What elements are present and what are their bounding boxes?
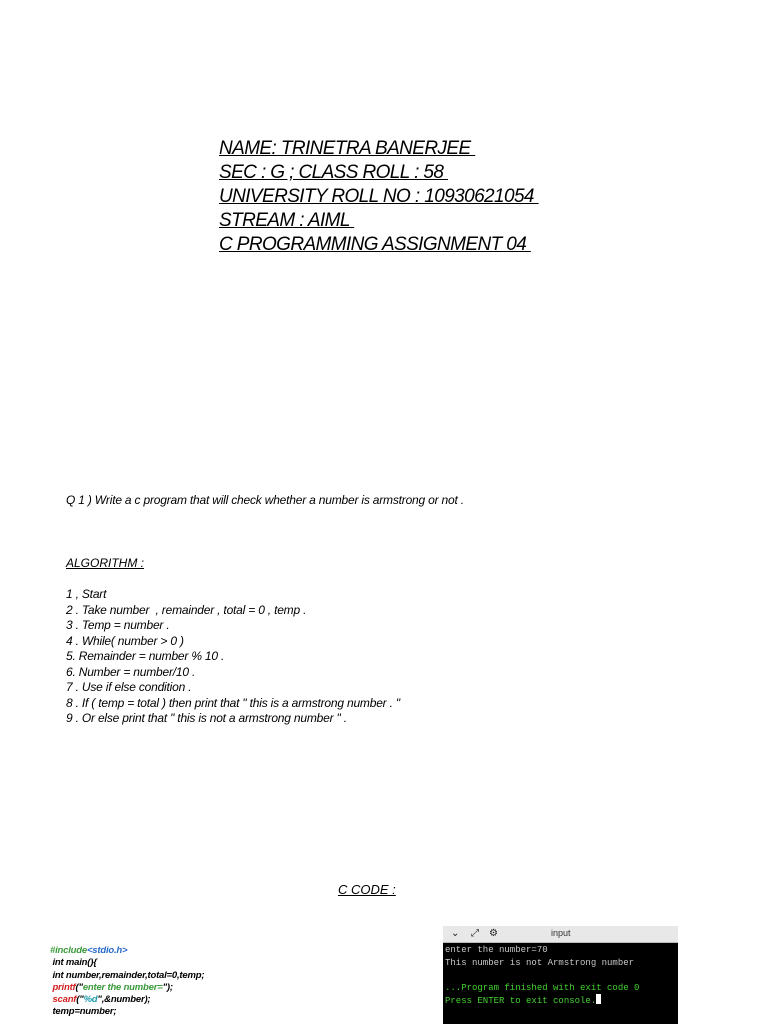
c-code-title: C CODE : bbox=[338, 882, 396, 897]
input-tab[interactable]: input bbox=[551, 928, 571, 938]
algorithm-step: 2 . Take number , remainder , total = 0 , temp . bbox=[66, 602, 307, 617]
algorithm-step: 5. Remainder = number % 10 . bbox=[66, 649, 225, 663]
console-line-with-cursor bbox=[445, 994, 678, 1008]
code-line-decl bbox=[50, 970, 204, 982]
resize-icon[interactable]: ⤢ bbox=[471, 928, 479, 939]
code-line-include bbox=[50, 945, 204, 957]
include-header: <stdio.h> bbox=[86, 945, 128, 956]
console-line: enter the number=70 bbox=[445, 945, 548, 955]
decl-text: int number,remainder,total=0,temp; bbox=[52, 969, 205, 981]
cursor-block bbox=[596, 994, 601, 1004]
printf-string: enter the number= bbox=[82, 981, 163, 993]
console-line bbox=[445, 969, 678, 982]
algorithm-title: ALGORITHM : bbox=[66, 556, 145, 570]
algorithm-step: 9 . Or else print that " this is not a armstrong number " . bbox=[66, 711, 347, 725]
algorithm-step: 8 . If ( temp = total ) then print that " this is a armstrong number . " bbox=[66, 695, 400, 710]
console-line: This number is not Armstrong number bbox=[445, 957, 635, 968]
assignment-title-line: C PROGRAMMING ASSIGNMENT 04 bbox=[219, 234, 531, 255]
scanf-rest: ",&number); bbox=[97, 994, 151, 1006]
printf-keyword: printf bbox=[52, 981, 76, 993]
console-body bbox=[443, 943, 678, 1008]
chevron-down-icon[interactable]: ⌄ bbox=[451, 928, 460, 939]
temp-text: temp=number; bbox=[52, 1006, 117, 1018]
algorithm-step: 1 , Start bbox=[66, 587, 107, 601]
name-line: NAME: TRINETRA BANERJEE bbox=[219, 138, 476, 159]
include-keyword: #include bbox=[50, 945, 87, 956]
printf-open: (" bbox=[75, 981, 83, 993]
console-output-window bbox=[443, 926, 678, 1024]
main-text: int main(){ bbox=[52, 957, 97, 969]
printf-close: "); bbox=[162, 981, 173, 993]
code-line-main bbox=[50, 957, 204, 969]
algorithm-step: 3 . Temp = number . bbox=[66, 618, 170, 632]
scanf-open: (" bbox=[76, 994, 84, 1006]
code-listing bbox=[50, 945, 204, 1019]
algorithm-step: 7 . Use if else condition . bbox=[66, 680, 192, 694]
student-header bbox=[219, 137, 539, 257]
settings-icon[interactable]: ⚙ bbox=[489, 928, 498, 939]
code-line-temp bbox=[50, 1006, 204, 1018]
scanf-format: %d bbox=[83, 994, 98, 1006]
scanf-keyword: scanf bbox=[52, 994, 77, 1006]
question-text: Q 1 ) Write a c program that will check whether a number is armstrong or not . bbox=[66, 493, 464, 507]
stream-line: STREAM : AIML bbox=[219, 210, 355, 231]
university-roll-line: UNIVERSITY ROLL NO : 10930621054 bbox=[219, 186, 539, 207]
algorithm-steps bbox=[66, 587, 400, 727]
console-line: ...Program finished with exit code 0 bbox=[445, 982, 640, 993]
code-line-scanf bbox=[50, 994, 204, 1006]
algorithm-step: 6. Number = number/10 . bbox=[66, 664, 196, 679]
code-line-printf bbox=[50, 982, 204, 994]
algorithm-step: 4 . While( number > 0 ) bbox=[66, 633, 184, 648]
console-toolbar bbox=[443, 926, 678, 943]
section-line: SEC : G ; CLASS ROLL : 58 bbox=[219, 162, 449, 183]
console-line: Press ENTER to exit console. bbox=[445, 996, 597, 1006]
